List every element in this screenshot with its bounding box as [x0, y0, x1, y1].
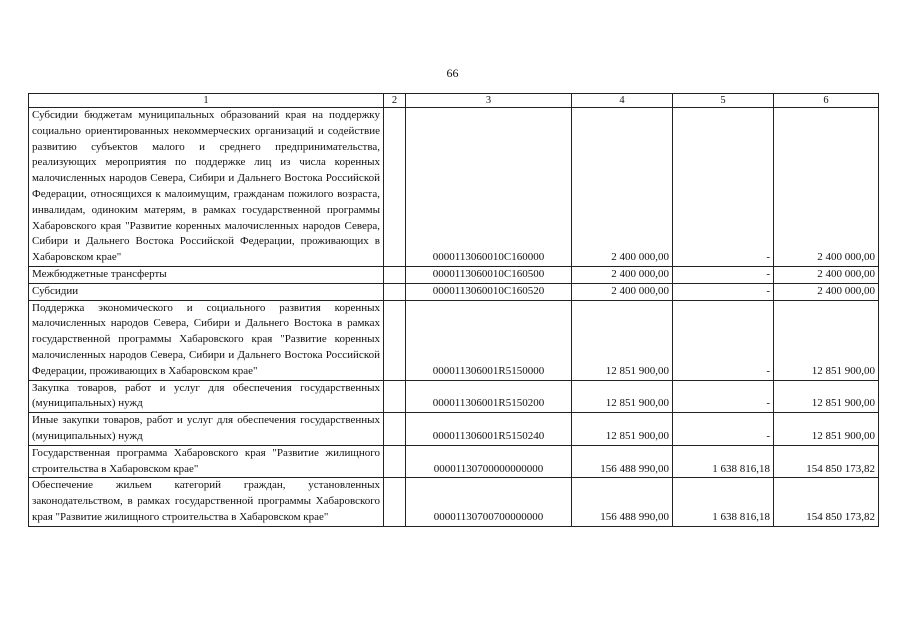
- table-row: [29, 445, 879, 478]
- row-col2: [384, 108, 406, 267]
- row-amount-col5: -: [673, 266, 774, 283]
- row-name: Межбюджетные трансферты: [29, 266, 384, 283]
- row-amount-col6: 12 851 900,00: [774, 413, 879, 446]
- row-amount-col4: 12 851 900,00: [572, 300, 673, 380]
- column-header: 2: [384, 94, 406, 108]
- row-amount-col5: -: [673, 300, 774, 380]
- row-name: Поддержка экономического и социального развития коренных малочисленных народов Севера, Сибири и Дальнего Востока в рамках государственной программы Хабаровского края "Развитие коренных малочисленных народов Севера, Сибири и Дальнего Востока Российской Федерации, проживающих в Хабаровском крае": [29, 300, 384, 380]
- table-row: [29, 413, 879, 446]
- row-code: 00001130700700000000: [406, 478, 572, 526]
- table-row: [29, 108, 879, 267]
- row-col2: [384, 445, 406, 478]
- table-row: [29, 380, 879, 413]
- row-amount-col6: 2 400 000,00: [774, 283, 879, 300]
- row-amount-col5: 1 638 816,18: [673, 478, 774, 526]
- row-amount-col6: 154 850 173,82: [774, 445, 879, 478]
- table-row: [29, 266, 879, 283]
- row-col2: [384, 478, 406, 526]
- column-header: 4: [572, 94, 673, 108]
- column-header: 3: [406, 94, 572, 108]
- row-amount-col4: 2 400 000,00: [572, 108, 673, 267]
- row-amount-col6: 12 851 900,00: [774, 300, 879, 380]
- row-col2: [384, 380, 406, 413]
- row-code: 00001130700000000000: [406, 445, 572, 478]
- row-code: 000011306001R5150000: [406, 300, 572, 380]
- row-amount-col5: -: [673, 283, 774, 300]
- row-amount-col4: 12 851 900,00: [572, 380, 673, 413]
- row-name: Иные закупки товаров, работ и услуг для обеспечения государственных (муниципальных) нужд: [29, 413, 384, 446]
- row-name: Закупка товаров, работ и услуг для обеспечения государственных (муниципальных) нужд: [29, 380, 384, 413]
- row-amount-col5: -: [673, 380, 774, 413]
- row-col2: [384, 266, 406, 283]
- column-header: 5: [673, 94, 774, 108]
- table-body: [29, 108, 879, 527]
- row-amount-col4: 156 488 990,00: [572, 445, 673, 478]
- row-name: Субсидии бюджетам муниципальных образований края на поддержку социально ориентированных некоммерческих организаций и содействие развитию субъектов малого и среднего предпринимательства, реализующих мероприятия по поддержке лиц из числа коренных малочисленных народов Севера, Сибири и Дальнего Востока Российской Федерации, относящихся к малоимущим, гражданам пожилого возраста, инвалидам, одиноким матерям, в рамках государственной программы Хабаровского края "Развитие коренных малочисленных народов Севера, Сибири и Дальнего Востока Российской Федерации, проживающих в Хабаровском крае": [29, 108, 384, 267]
- row-col2: [384, 283, 406, 300]
- row-code: 000011306001R5150240: [406, 413, 572, 446]
- row-amount-col4: 12 851 900,00: [572, 413, 673, 446]
- row-amount-col4: 2 400 000,00: [572, 266, 673, 283]
- row-col2: [384, 300, 406, 380]
- row-amount-col6: 12 851 900,00: [774, 380, 879, 413]
- row-col2: [384, 413, 406, 446]
- budget-table: [28, 93, 879, 527]
- row-amount-col6: 154 850 173,82: [774, 478, 879, 526]
- row-code: 000011306001R5150200: [406, 380, 572, 413]
- row-name: Обеспечение жильем категорий граждан, установленных законодательством, в рамках государственной программы Хабаровского края "Развитие жилищного строительства в Хабаровском крае": [29, 478, 384, 526]
- row-amount-col5: 1 638 816,18: [673, 445, 774, 478]
- column-header: 6: [774, 94, 879, 108]
- row-amount-col4: 2 400 000,00: [572, 283, 673, 300]
- table-row: [29, 478, 879, 526]
- row-amount-col5: -: [673, 413, 774, 446]
- row-code: 0000113060010С160500: [406, 266, 572, 283]
- row-amount-col5: -: [673, 108, 774, 267]
- page-number: 66: [446, 66, 459, 80]
- column-header: 1: [29, 94, 384, 108]
- table-row: [29, 283, 879, 300]
- row-code: 0000113060010С160520: [406, 283, 572, 300]
- row-amount-col4: 156 488 990,00: [572, 478, 673, 526]
- row-code: 0000113060010С160000: [406, 108, 572, 267]
- table-header-row: [29, 94, 879, 108]
- row-name: Субсидии: [29, 283, 384, 300]
- row-amount-col6: 2 400 000,00: [774, 108, 879, 267]
- row-name: Государственная программа Хабаровского края "Развитие жилищного строительства в Хабаровском крае": [29, 445, 384, 478]
- row-amount-col6: 2 400 000,00: [774, 266, 879, 283]
- table-row: [29, 300, 879, 380]
